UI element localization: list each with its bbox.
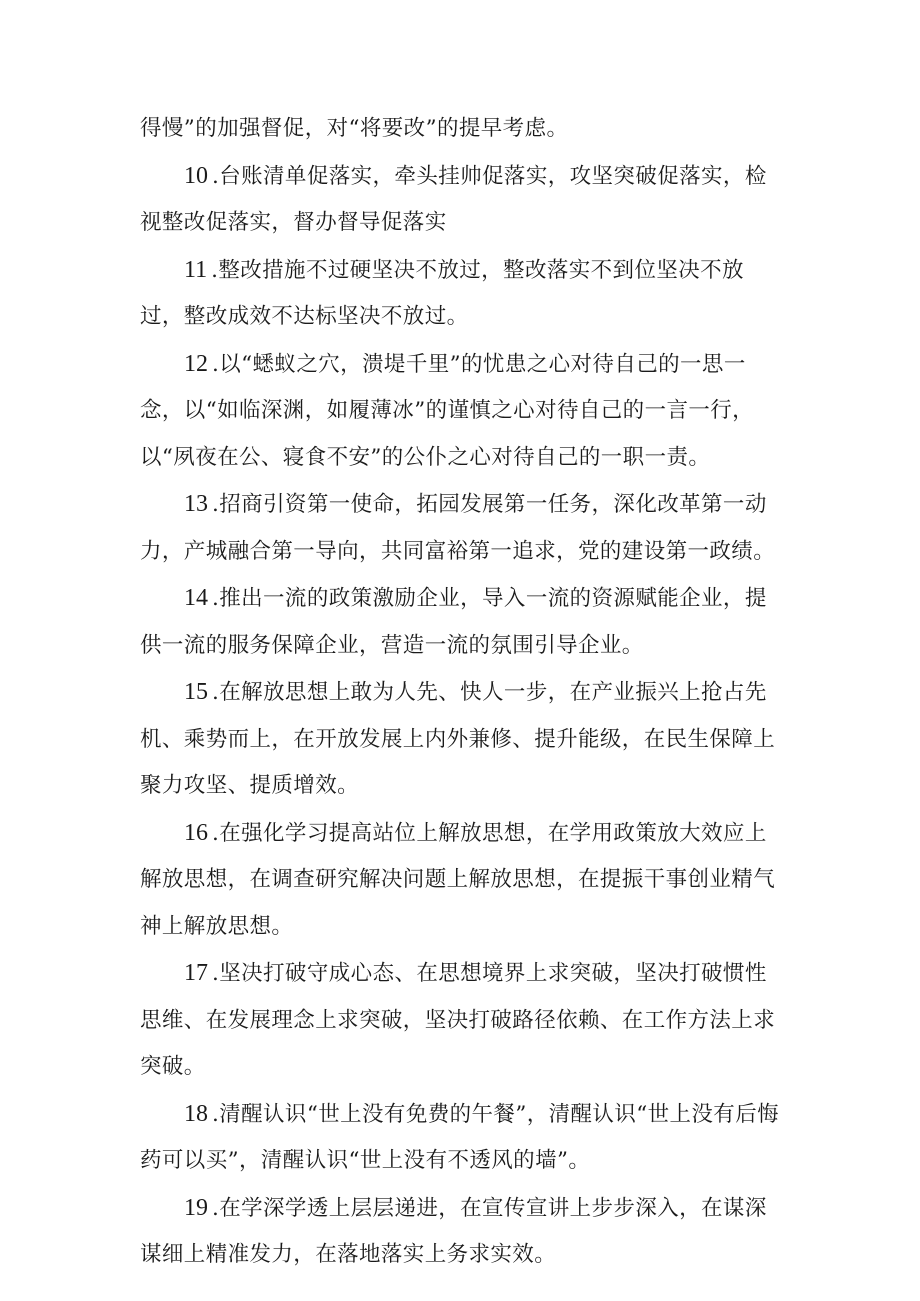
item-number: 18 xyxy=(184,1100,208,1127)
item-text: .推出一流的政策激励企业，导入一流的资源赋能企业，提供一流的服务保障企业，营造一流的氛围引导企业。 xyxy=(140,586,767,658)
item-text: .在学深学透上层层递进，在宣传宣讲上步步深入，在谋深谋细上精准发力，在落地落实上务求实效。 xyxy=(140,1195,767,1267)
item-number: 19 xyxy=(184,1194,208,1221)
list-item-15 xyxy=(140,669,785,810)
item-number: 16 xyxy=(184,819,208,846)
list-item-16 xyxy=(140,810,785,951)
item-number: 10 xyxy=(184,162,208,189)
document-page xyxy=(140,106,785,1279)
list-item-17 xyxy=(140,950,785,1091)
paragraph-continuation xyxy=(140,106,785,153)
item-number: 13 xyxy=(184,491,208,517)
item-number: 17 xyxy=(184,960,208,986)
item-text: .坚决打破守成心态、在思想境界上求突破，坚决打破惯性思维、在发展理念上求突破，坚决打破路径依赖、在工作方法上求突破。 xyxy=(140,961,776,1079)
item-number: 12 xyxy=(184,350,208,377)
list-item-11 xyxy=(140,247,785,341)
list-item-10 xyxy=(140,153,785,247)
list-item-12 xyxy=(140,341,785,482)
item-text: .招商引资第一使命，拓园发展第一任务，深化改革第一动力，产城融合第一导向，共同富裕第一追求，党的建设第一政绩。 xyxy=(140,492,776,564)
item-text: .在解放思想上敢为人先、快人一步，在产业振兴上抢占先机、乘势而上，在开放发展上内外兼修、提升能级，在民生保障上聚力攻坚、提质增效。 xyxy=(140,680,776,798)
item-text: .以“蟋蚁之穴，溃堤千里”的忧患之心对待自己的一思一念，以“如临深渊，如履薄冰”的谨慎之心对待自己的一言一行，以“夙夜在公、寝食不安”的公仆之心对待自己的一职一责。 xyxy=(140,351,755,470)
item-text: .台账清单促落实，牵头挂帅促落实，攻坚突破促落实，检视整改促落实，督办督导促落实 xyxy=(140,163,767,235)
paragraph-text: 得慢”的加强督促，对“将要改”的提早考虑。 xyxy=(140,116,569,141)
item-text: .在强化学习提高站位上解放思想，在学用政策放大效应上解放思想，在调查研究解决问题上解放思想，在提振干事创业精气神上解放思想。 xyxy=(140,820,776,939)
item-number: 11 xyxy=(184,256,208,283)
list-item-14 xyxy=(140,575,785,669)
list-item-18 xyxy=(140,1091,785,1185)
item-number: 15 xyxy=(184,679,208,705)
list-item-19 xyxy=(140,1185,785,1279)
item-text: .清醒认识“世上没有免费的午餐”，清醒认识“世上没有后悔药可以买”，清醒认识“世上没有不透风的墙”。 xyxy=(140,1101,780,1173)
list-item-13 xyxy=(140,481,785,575)
item-text: .整改措施不过硬坚决不放过，整改落实不到位坚决不放过，整改成效不达标坚决不放过。 xyxy=(140,257,744,329)
item-number: 14 xyxy=(184,585,208,611)
